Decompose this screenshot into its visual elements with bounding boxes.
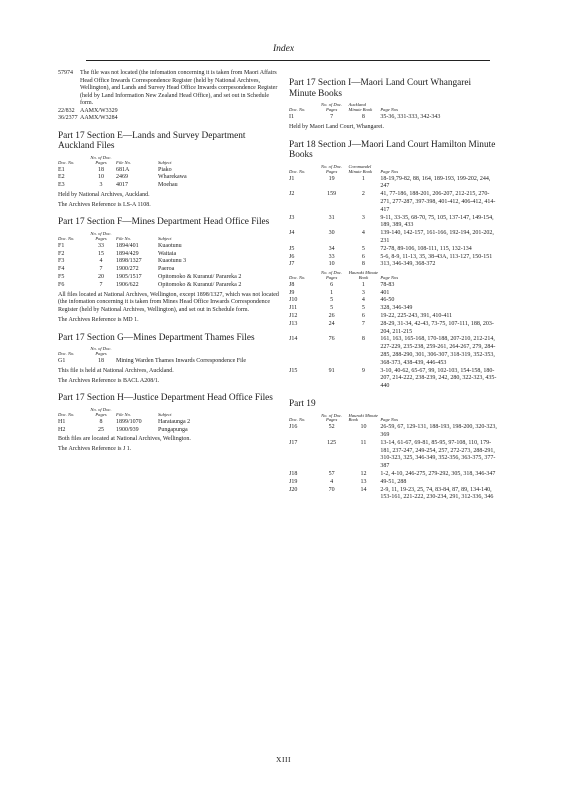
table-cell: Waitaia [158, 250, 177, 257]
part-19-title: Part 19 [289, 398, 316, 409]
section-j-table [289, 165, 499, 391]
table-cell: 33 [98, 242, 104, 249]
table-cell: 1 [330, 289, 334, 296]
column-header: No. of Doc. Pages [321, 412, 343, 423]
table-cell: J4 [289, 230, 295, 237]
table-row [58, 266, 270, 274]
entry-number: 57974 [58, 70, 73, 76]
table-cell: 1-2, 4-10, 246-275, 279-292, 305, 318, 346-347 [380, 471, 496, 478]
table-cell: 1 [361, 175, 365, 182]
table-cell: 5 [330, 305, 334, 312]
table-cell: 25 [98, 426, 104, 433]
table-cell: 6 [330, 281, 334, 288]
table-cell: 78-83 [380, 281, 395, 288]
table-cell: J14 [289, 336, 298, 343]
section-f-note: The Archives Reference is MD 1. [58, 316, 139, 323]
table-row [289, 424, 499, 440]
table-cell: H1 [58, 418, 66, 425]
column-header: No. of Doc. Pages [321, 270, 343, 280]
table-header-row [289, 165, 499, 176]
table-cell: 2-9, 11, 19-23, 25, 74, 83-84, 87, 89, 134-140, 153-161, 221-222, 230-234, 291, 312-336, 346 [380, 486, 494, 501]
table-cell: J17 [289, 439, 298, 446]
table-cell: J11 [289, 305, 298, 312]
table-cell: 8 [361, 114, 365, 120]
column-header: Subject [158, 235, 172, 241]
column-header: File No. [116, 235, 132, 241]
column-header: Hauraki Minute Book [348, 412, 379, 423]
table-cell: I1 [289, 114, 294, 120]
table-cell: E3 [58, 182, 65, 189]
column-header: Page Nos [380, 168, 399, 174]
table-cell: 4 [361, 230, 365, 237]
column-header: Doc. No. [289, 274, 306, 280]
column-header [116, 347, 158, 358]
table-cell: Pungapunga [158, 426, 188, 433]
table-cell: 11 [360, 439, 367, 446]
section-e-note: The Archives Reference is LS-A 1108. [58, 201, 151, 208]
table-cell: 401 [380, 289, 390, 296]
column-header: No. of Doc. Pages [90, 154, 112, 165]
section-h-note: The Archives Reference is J 1. [58, 446, 132, 453]
column-header: Coromandel Minute Book [348, 163, 373, 174]
table-cell: 52 [328, 424, 335, 431]
table-row [289, 487, 499, 503]
table-cell: 14 [360, 486, 367, 493]
table-cell: 681A [116, 166, 130, 173]
section-i-note: Held by Maori Land Court, Whangarei. [289, 123, 385, 130]
column-header: Doc. No. [58, 351, 75, 357]
table-header-row [58, 156, 270, 167]
table-cell: F2 [58, 250, 65, 257]
table-cell: F5 [58, 273, 65, 280]
table-row [289, 368, 499, 391]
section-h-title: Part 17 Section H—Justice Department Head Office Files [58, 393, 273, 404]
table-cell: 18 [98, 358, 104, 365]
table-cell: 20 [98, 273, 104, 280]
archive-codes [58, 108, 280, 123]
section-f-note: All files located at National Archives, Wellington, except 1898/1327, which was not located (the infomation concerning it is taken from Mines Head Office Inwards Correspondence Register (held by National Archives, Wellington), and set out in Schedule form. [58, 291, 279, 314]
table-cell: 57 [328, 471, 335, 478]
table-cell: J9 [289, 289, 295, 296]
column-header: Subject [158, 159, 172, 165]
table-cell: 19-22, 225-243, 391, 410-411 [380, 312, 453, 319]
table-cell: J10 [289, 297, 298, 304]
table-cell: E1 [58, 166, 65, 173]
table-cell: 3 [361, 214, 365, 221]
table-row [58, 258, 270, 266]
archive-reference: AAMX/W3284 [80, 115, 118, 121]
table-row [289, 471, 499, 479]
table-row [289, 191, 499, 214]
table-cell: 8 [361, 336, 365, 343]
table-row [58, 243, 270, 251]
table-cell: 1894/401 [116, 242, 139, 249]
running-header: Index [272, 44, 295, 54]
table-cell: 70 [328, 486, 335, 493]
table-row [289, 336, 499, 367]
table-cell: 1898/1327 [116, 258, 142, 265]
column-header: No. of Doc. Pages [90, 231, 112, 241]
table-cell: 10 [98, 174, 104, 181]
column-header: Doc. No. [58, 411, 75, 417]
table-cell: Paeroa [158, 266, 175, 273]
table-row [289, 254, 499, 262]
table-cell: 4017 [116, 182, 128, 189]
table-cell: 161, 163, 165-168, 170-188, 207-210, 212-214, 227-229, 235-238, 259-261, 264-267, 279, 284-285, 288-290, 301, 306-307, 318-319, 352-353, 368-373, 438-439, 446-453 [380, 336, 496, 366]
section-j-title: Part 18 Section J—Maori Land Court Hamilton Minute Books [289, 139, 496, 161]
table-cell: 4 [361, 297, 365, 304]
column-header: Auckland Minute Book [348, 102, 373, 113]
table-cell: J8 [289, 281, 295, 288]
table-cell: 31 [328, 214, 335, 221]
archive-code-row [58, 115, 280, 123]
table-cell: 2 [361, 191, 365, 198]
table-cell: 34 [328, 245, 335, 252]
table-cell: 13-14, 61-67, 69-81, 85-95, 97-108, 110, 179-181, 237-247, 249-254, 257, 272-273, 288-291, 310-323, 325, 346-349, 352-356, 363-375, 377-387 [380, 439, 496, 470]
table-row [289, 282, 499, 290]
table-cell: 13 [360, 478, 367, 485]
column-header [158, 347, 270, 358]
table-cell: 8 [361, 261, 365, 268]
table-cell: 3-10, 40-62, 65-67, 99, 102-103, 154-158, 180-207, 214-222, 238-239, 242, 280, 322-323, 435-440 [380, 367, 497, 390]
table-cell: 159 [327, 191, 337, 198]
table-cell: 4 [99, 258, 103, 265]
table-cell: 26-59, 67, 129-131, 188-193, 198-200, 320-323, 369 [380, 424, 497, 439]
table-cell: 8 [99, 418, 103, 425]
table-cell: 24 [328, 320, 335, 327]
table-row [58, 358, 270, 366]
table-cell: 2469 [116, 174, 128, 181]
table-cell: J20 [289, 486, 298, 493]
table-cell: 33 [328, 253, 335, 260]
table-cell: E2 [58, 174, 65, 181]
column-header: Page Nos [380, 417, 399, 423]
table-row [289, 215, 499, 231]
file-number: 36/2377 [58, 115, 78, 121]
table-cell: 328, 346-349 [380, 305, 413, 312]
table-row [58, 174, 270, 182]
table-cell: Wharekawa [158, 174, 187, 181]
table-row [289, 176, 499, 192]
table-cell: J19 [289, 478, 298, 485]
table-cell: J2 [289, 191, 295, 198]
column-header: No. of Doc. Pages [90, 407, 112, 417]
section-f-title: Part 17 Section F—Mines Department Head Office Files [58, 217, 270, 228]
table-cell: 35-36, 331-333, 342-343 [380, 114, 441, 120]
table-cell: 6 [361, 253, 365, 260]
page-number: XIII [276, 755, 291, 764]
table-row [289, 479, 499, 487]
table-cell: F4 [58, 266, 65, 273]
table-row [289, 290, 499, 298]
table-cell: 125 [327, 439, 337, 446]
table-cell: J5 [289, 245, 295, 252]
table-cell: 18 [98, 166, 104, 173]
column-header: File No. [116, 159, 132, 165]
section-h-note: Both files are located at National Archives, Wellington. [58, 436, 191, 443]
table-header-row [289, 269, 499, 282]
column-header: Doc. No. [289, 168, 306, 174]
column-header: Doc. No. [58, 159, 75, 165]
section-i-table [289, 103, 499, 121]
table-cell: 3 [99, 182, 103, 189]
table-header-row [58, 408, 270, 419]
table-cell: 1900/272 [116, 266, 139, 273]
table-cell: J12 [289, 312, 298, 319]
column-header: Doc. No. [58, 235, 75, 241]
table-cell: Piako [158, 166, 172, 173]
table-cell: F3 [58, 258, 65, 265]
table-cell: Moehau [158, 182, 178, 189]
section-g-note: This file is held at National Archives, Auckland. [58, 367, 174, 374]
table-header-row [289, 103, 499, 114]
table-cell: 10 [360, 424, 367, 431]
table-row [289, 230, 499, 246]
table-cell: J3 [289, 214, 295, 221]
column-header: No. of Doc. Pages [321, 102, 343, 113]
table-cell: 7 [99, 266, 103, 273]
table-cell: 15 [98, 250, 104, 257]
table-cell: 12 [360, 471, 367, 478]
table-cell: 49-51, 288 [380, 478, 407, 485]
column-header: No. of Doc. Pages [90, 346, 112, 357]
table-cell: 19 [328, 175, 335, 182]
table-row [58, 182, 270, 190]
table-row [289, 305, 499, 313]
table-cell: 5 [330, 297, 334, 304]
table-row [289, 440, 499, 471]
table-cell: 6 [361, 312, 365, 319]
part-19-table [289, 414, 499, 503]
table-cell: 139-140, 142-157, 161-166, 192-194, 201-202, 231 [380, 230, 494, 244]
table-cell: J15 [289, 367, 298, 374]
section-g-table [58, 347, 270, 365]
table-cell: H2 [58, 426, 66, 433]
table-cell: 3 [361, 289, 365, 296]
column-header: Page Nos [380, 107, 399, 113]
table-cell: 46-50 [380, 297, 395, 304]
table-cell: 5 [361, 245, 365, 252]
column-header: No. of Doc. Pages [321, 163, 343, 174]
table-cell: Kuaotunu 3 [158, 258, 187, 265]
table-cell: 313, 346-349, 368-372 [380, 261, 436, 268]
table-row [289, 321, 499, 337]
entry-text: The file was not located (the infomation concerning it is taken from Maori Affairs Head Office Inwards Correspondence Register (held by National Archives, Wellington), and Lands and Survey Head Office Inwards corrpesondence Register (held by Land Information New Zealand Head Office), and set out in Schedule form. [80, 70, 278, 106]
table-row [289, 114, 499, 122]
archive-reference: AAMX/W3329 [80, 107, 118, 114]
section-e-table [58, 156, 270, 190]
table-cell: 7 [361, 320, 365, 327]
table-cell: J6 [289, 253, 295, 260]
section-g-title: Part 17 Section G—Mines Department Thames Files [58, 332, 255, 343]
table-cell: Opitomoko & Kuranui/ Parareka 2 [158, 273, 242, 280]
table-cell: 7 [330, 114, 334, 120]
section-e-title: Part 17 Section E—Lands and Survey Department Auckland Files [58, 130, 246, 152]
table-cell: 1900/939 [116, 426, 139, 433]
table-cell: F6 [58, 281, 65, 288]
table-row [58, 427, 270, 435]
table-cell: 91 [328, 367, 335, 374]
table-cell: F1 [58, 242, 65, 249]
table-cell: G1 [58, 358, 66, 365]
section-f-table [58, 232, 270, 289]
table-cell: 4 [330, 478, 334, 485]
table-cell: J7 [289, 261, 295, 268]
table-header-row [58, 347, 270, 358]
header-rule [86, 60, 490, 61]
table-cell: 1905/1517 [116, 273, 142, 280]
table-cell: 30 [328, 230, 335, 237]
table-cell: 7 [99, 281, 103, 288]
table-cell: J16 [289, 424, 298, 431]
column-header: File No. [116, 411, 132, 417]
column-header: Hauraki Minute Book [348, 270, 379, 280]
table-cell: 28-29, 31-34, 42-43, 73-75, 107-111, 188, 203-204, 211-215 [380, 320, 494, 335]
table-header-row [289, 414, 499, 425]
table-cell: 1906/622 [116, 281, 139, 288]
table-row [58, 167, 270, 175]
archive-code-row [58, 108, 280, 116]
table-row [289, 297, 499, 305]
table-cell: 10 [328, 261, 335, 268]
table-cell: 1 [361, 281, 365, 288]
table-cell: Mining Warden Thames Inwards Correspondence File [116, 358, 247, 365]
section-g-note: The Archives Reference is BACL A208/1. [58, 377, 160, 384]
table-row [58, 419, 270, 427]
column-header: Doc. No. [289, 417, 306, 423]
section-i-title: Part 17 Section I—Maori Land Court Whangarei Minute Books [289, 78, 472, 99]
left-column [58, 70, 280, 456]
table-cell: 9-11, 33-35, 68-70, 75, 105, 137-147, 149-154, 189, 389, 433 [380, 214, 494, 229]
table-cell: J1 [289, 175, 295, 182]
table-row [289, 261, 499, 269]
file-number: 22/832 [58, 107, 75, 114]
table-cell: 76 [328, 336, 335, 343]
table-row [58, 282, 270, 290]
section-h-table [58, 408, 270, 434]
table-row [58, 274, 270, 282]
table-row [289, 313, 499, 321]
table-cell: Harataunga 2 [158, 418, 191, 425]
table-cell: J13 [289, 320, 298, 327]
column-header: Page Nos [380, 274, 399, 280]
table-cell: 18-19,79-82, 88, 164, 189-193, 199-202, 244, 247 [380, 175, 491, 190]
table-row [289, 246, 499, 254]
table-cell: Kuaotunu [158, 242, 182, 249]
table-cell: 26 [328, 312, 335, 319]
table-header-row [58, 232, 270, 243]
table-cell: 41, 77-186, 188-201, 206-207, 212-215, 270-271, 277-287, 397-398, 401-412, 406-412, 414-417 [380, 191, 496, 213]
table-cell: Opitomoko & Kuranui/ Parareka 2 [158, 281, 242, 288]
section-e-note: Held by National Archives, Auckland. [58, 191, 150, 198]
column-header: Subject [158, 411, 172, 417]
table-row [58, 251, 270, 259]
table-cell: 1894/429 [116, 250, 139, 257]
table-cell: J18 [289, 471, 298, 478]
table-cell: 72-78, 89-106, 108-111, 115, 132-134 [380, 245, 472, 252]
right-column [289, 70, 499, 502]
table-cell: 5 [361, 305, 365, 312]
intro-entry [58, 70, 280, 108]
table-cell: 1899/1070 [116, 418, 142, 425]
table-cell: 9 [361, 367, 365, 374]
table-cell: 5-6, 8-9, 11-13, 35, 38-43A, 113-127, 150-151 [380, 253, 493, 260]
column-header: Doc. No. [289, 107, 306, 113]
